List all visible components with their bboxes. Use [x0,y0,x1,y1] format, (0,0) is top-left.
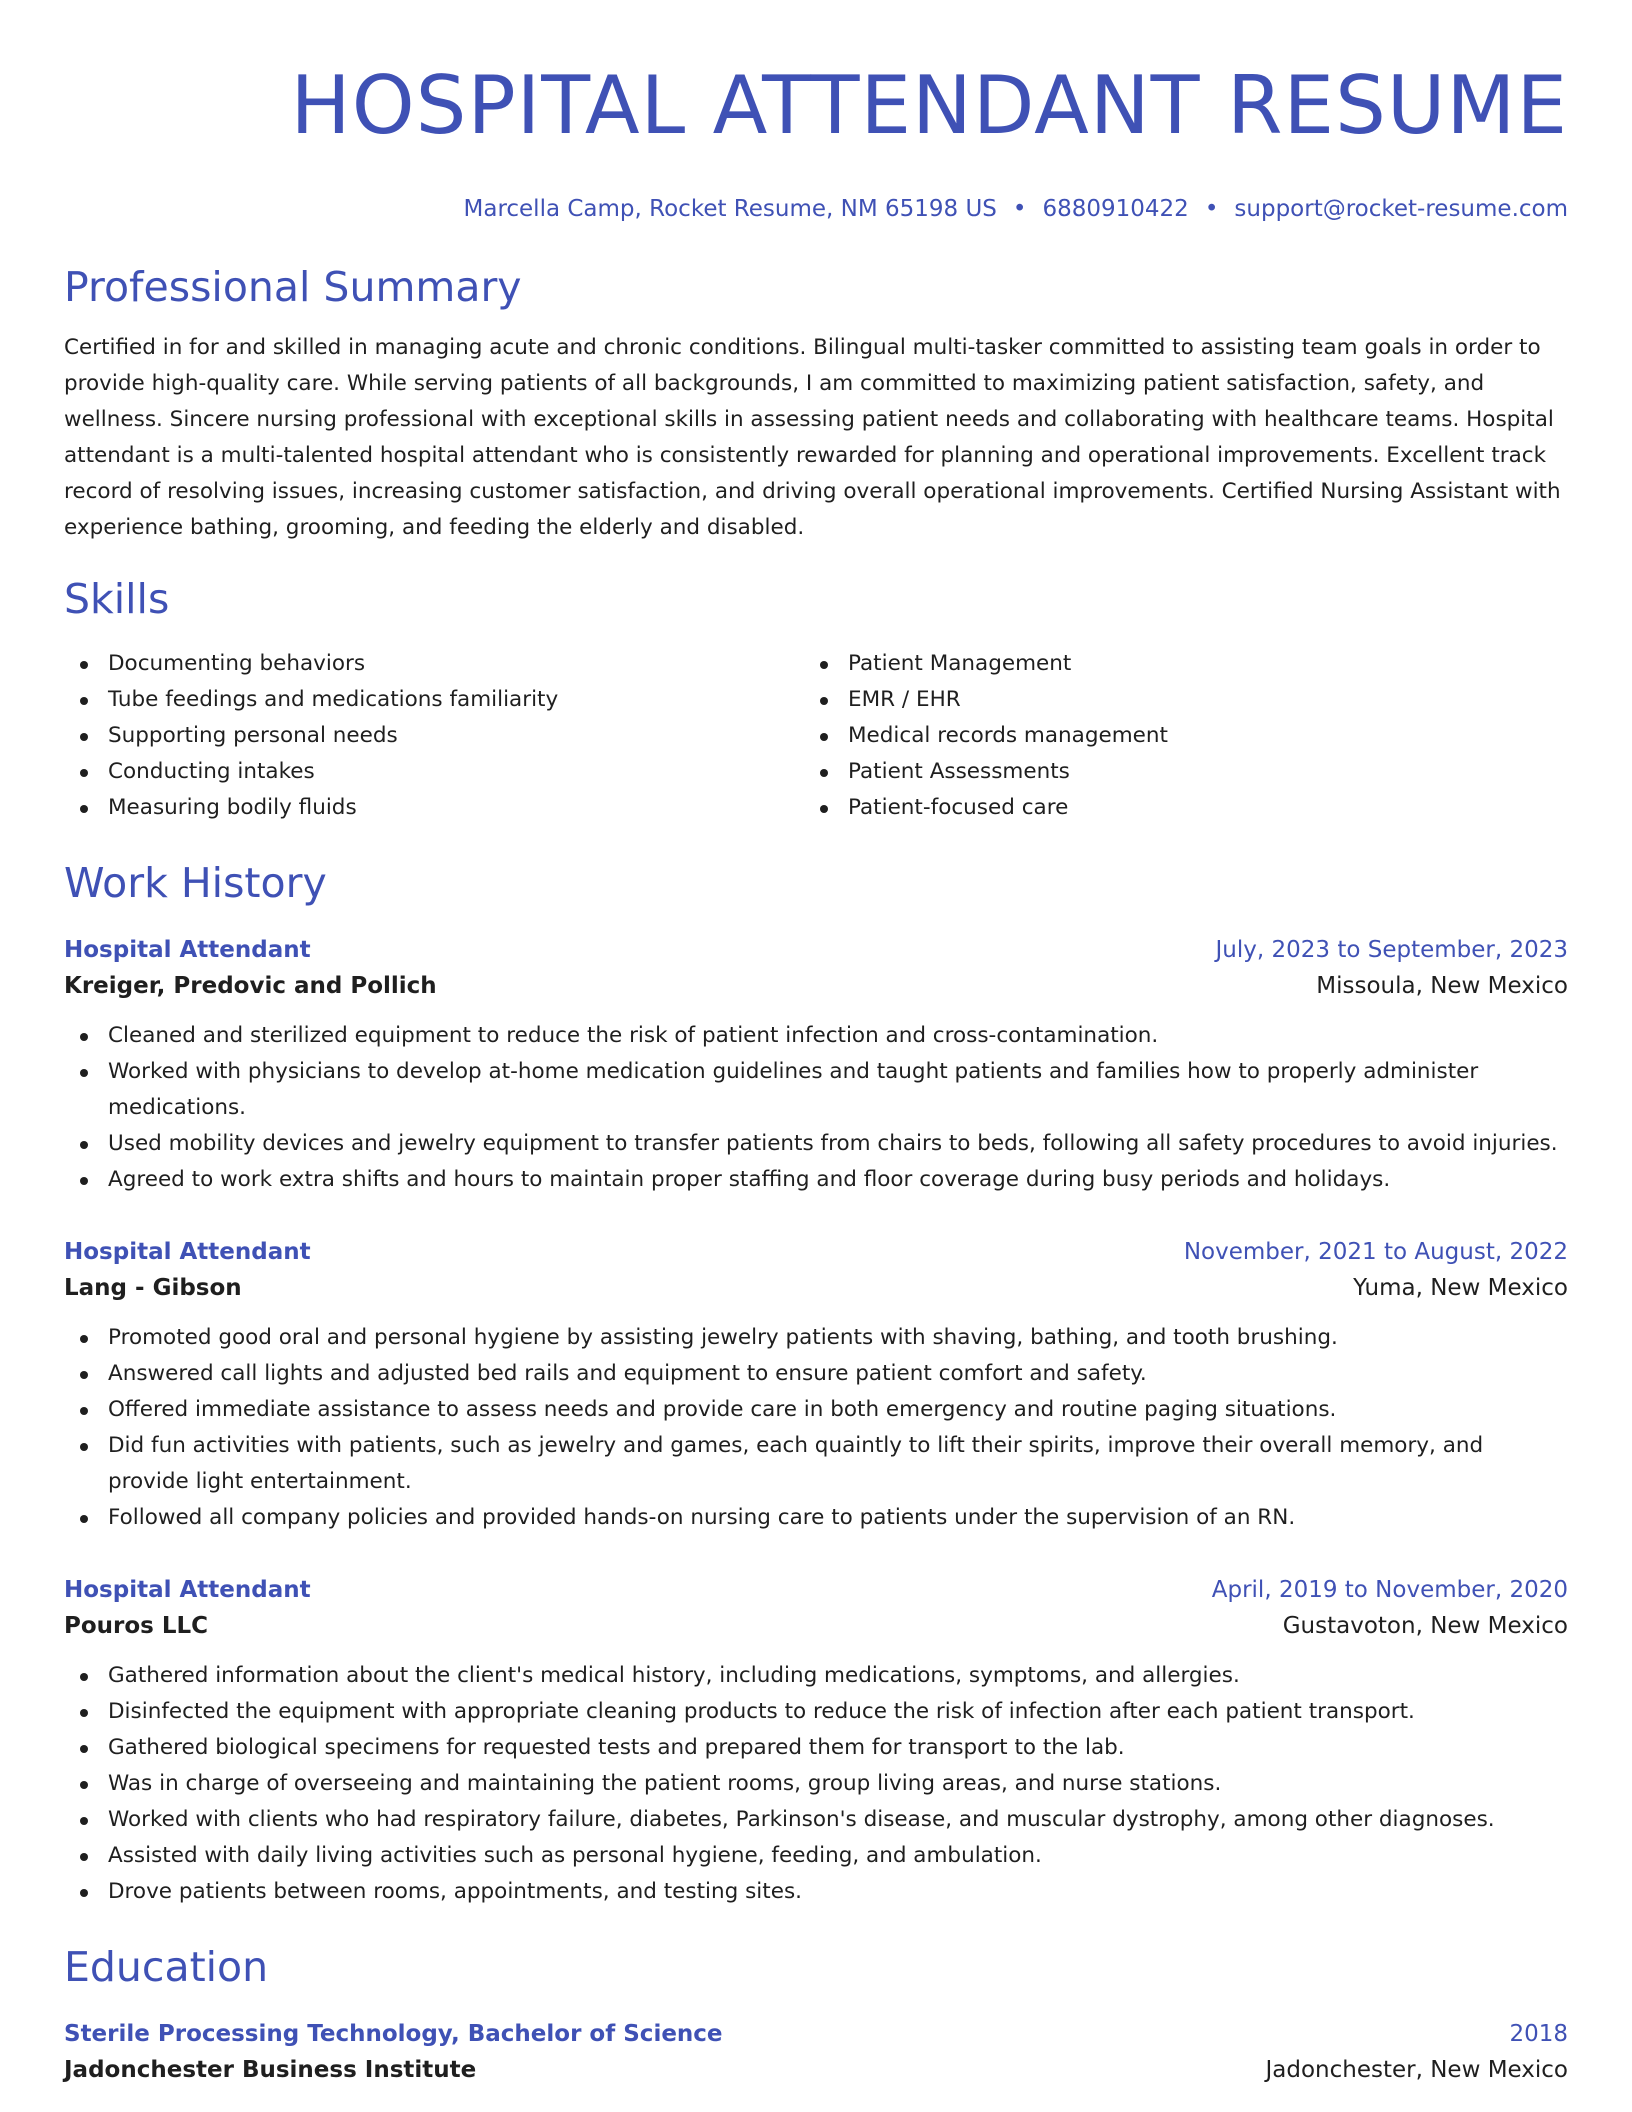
job-entry [64,1572,1568,1910]
job-bullet: Assisted with daily living activities such as personal hygiene, feeding, and ambulation. [64,1838,1568,1874]
job-bullet: Worked with clients who had respiratory failure, diabetes, Parkinson's disease, and muscular dystrophy, among other diagnoses. [64,1802,1568,1838]
job-bullet: Offered immediate assistance to assess needs and provide care in both emergency and routine paging situations. [64,1392,1568,1428]
contact-line [64,192,1568,226]
work-history-section [64,856,1568,1910]
education-entry [64,2016,1568,2088]
skill-item: Conducting intakes [64,754,804,790]
skill-item: Medical records management [804,718,1544,754]
job-header-row [64,932,1568,968]
skill-item: Patient Assessments [804,754,1544,790]
education-section [64,1940,1568,2088]
job-dates: November, 2021 to August, 2022 [1183,1239,1568,1265]
job-dates: April, 2019 to November, 2020 [1211,1577,1568,1603]
section-heading: Professional Summary [64,263,522,311]
job-bullets [64,1018,1568,1198]
job-bullet: Followed all company policies and provided hands-on nursing care to patients under the supervision of an RN. [64,1500,1568,1536]
contact-email: support@rocket-resume.com [1234,196,1568,222]
job-bullet: Cleaned and sterilized equipment to reduce the risk of patient infection and cross-contamination. [64,1018,1568,1054]
education-location: Jadonchester, New Mexico [1265,2057,1568,2083]
job-bullet: Promoted good oral and personal hygiene by assisting jewelry patients with shaving, bathing, and tooth brushing. [64,1320,1568,1356]
job-bullet: Did fun activities with patients, such as jewelry and games, each quaintly to lift their spirits, improve their overall memory, and provide light entertainment. [64,1428,1568,1500]
education-header-row [64,2016,1568,2052]
job-location: Missoula, New Mexico [1316,973,1568,999]
job-header-row [64,1234,1568,1270]
skill-item: Documenting behaviors [64,646,804,682]
job-company: Lang - Gibson [64,1275,242,1301]
job-bullet: Drove patients between rooms, appointments, and testing sites. [64,1874,1568,1910]
job-company-row [64,1608,1568,1644]
section-heading: Skills [64,575,170,623]
education-year: 2018 [1509,2021,1568,2047]
job-bullet: Answered call lights and adjusted bed rails and equipment to ensure patient comfort and safety. [64,1356,1568,1392]
contact-phone: 6880910422 [1042,196,1189,222]
job-bullet: Worked with physicians to develop at-home medication guidelines and taught patients and families how to properly administer medications. [64,1054,1568,1126]
skill-item: Tube feedings and medications familiarity [64,682,804,718]
skill-item: Patient Management [804,646,1544,682]
education-degree: Sterile Processing Technology, Bachelor of Science [64,2021,723,2047]
skills-list-left [64,646,804,826]
skill-item: Patient-focused care [804,790,1544,826]
job-entry [64,932,1568,1198]
job-title: Hospital Attendant [64,1577,311,1603]
section-heading: Education [64,1943,269,1991]
professional-summary-section [64,260,1568,546]
education-school-row [64,2052,1568,2088]
skills-section [64,572,1568,826]
job-company: Pouros LLC [64,1613,209,1639]
job-header-row [64,1572,1568,1608]
job-bullets [64,1658,1568,1910]
skill-item: Supporting personal needs [64,718,804,754]
skills-list-right [804,646,1544,826]
contact-address: Marcella Camp, Rocket Resume, NM 65198 US [463,196,997,222]
document-title: HOSPITAL ATTENDANT RESUME [290,59,1568,152]
job-bullets [64,1320,1568,1536]
job-bullet: Agreed to work extra shifts and hours to maintain proper staffing and floor coverage during busy periods and holidays. [64,1162,1568,1198]
job-bullet: Disinfected the equipment with appropriate cleaning products to reduce the risk of infection after each patient transport. [64,1694,1568,1730]
section-heading: Work History [64,859,327,907]
skill-item: EMR / EHR [804,682,1544,718]
job-company-row [64,968,1568,1004]
skills-grid [64,646,1568,826]
job-company-row [64,1270,1568,1306]
contact-separator: • [1012,196,1027,222]
job-dates: July, 2023 to September, 2023 [1215,937,1568,963]
job-entry [64,1234,1568,1536]
job-company: Kreiger, Predovic and Pollich [64,973,437,999]
job-bullet: Used mobility devices and jewelry equipment to transfer patients from chairs to beds, following all safety procedures to avoid injuries. [64,1126,1568,1162]
skill-item: Measuring bodily fluids [64,790,804,826]
job-title: Hospital Attendant [64,1239,311,1265]
job-location: Gustavoton, New Mexico [1282,1613,1568,1639]
contact-separator: • [1204,196,1219,222]
education-school: Jadonchester Business Institute [64,2057,477,2083]
job-bullet: Gathered information about the client's medical history, including medications, symptoms, and allergies. [64,1658,1568,1694]
job-bullet: Was in charge of overseeing and maintaining the patient rooms, group living areas, and nurse stations. [64,1766,1568,1802]
summary-text: Certified in for and skilled in managing acute and chronic conditions. Bilingual multi-tasker committed to assisting team goals in order to provide high-quality care. While serving patients of all backgrounds, I am committed to maximizing patient satisfaction, safety, and wellness. Sincere nursing professional with exceptional skills in assessing patient needs and collaborating with healthcare teams. Hospital attendant is a multi-talented hospital attendant who is consistently rewarded for planning and operational improvements. Excellent track record of resolving issues, increasing customer satisfaction, and driving overall operational improvements. Certified Nursing Assistant with experience bathing, grooming, and feeding the elderly and disabled. [64,335,1561,540]
job-bullet: Gathered biological specimens for requested tests and prepared them for transport to the lab. [64,1730,1568,1766]
job-title: Hospital Attendant [64,937,311,963]
job-location: Yuma, New Mexico [1353,1275,1568,1301]
